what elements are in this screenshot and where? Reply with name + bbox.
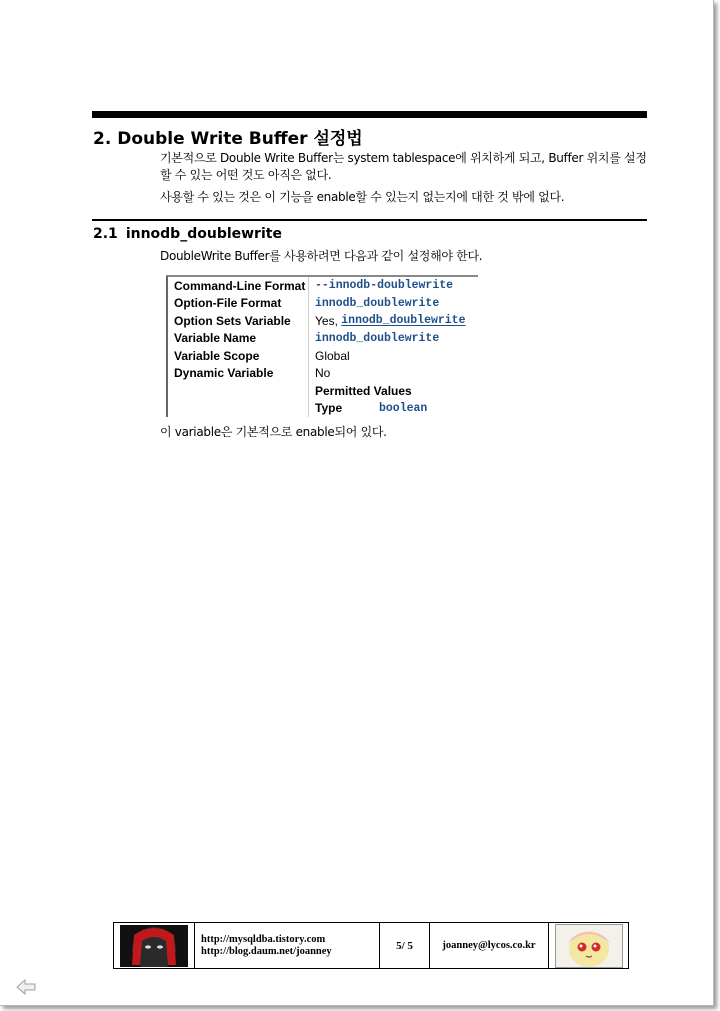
type-value: boolean — [379, 401, 428, 415]
row-value: Global — [315, 348, 350, 363]
row-key: Dynamic Variable — [174, 366, 274, 381]
character-dark-icon — [120, 925, 188, 967]
row-key: Variable Scope — [174, 348, 260, 363]
subsection-note: 이 variable은 기본적으로 enable되어 있다. — [160, 425, 387, 439]
table-row — [168, 347, 478, 365]
permitted-values-label: Permitted Values — [315, 383, 412, 398]
subsection-name: innodb_doublewrite — [125, 226, 282, 242]
footer-email[interactable]: joanney@lycos.co.kr — [430, 923, 549, 968]
avatar — [555, 924, 623, 968]
page-footer — [113, 922, 629, 969]
subsection-title — [93, 226, 282, 242]
section-paragraph-2: 사용할 수 있는 것은 이 기능을 enable할 수 있는지 없는지에 대한 것 밖에 없다. — [160, 190, 565, 204]
section-rule-thick — [92, 111, 647, 118]
subsection-rule — [92, 219, 647, 221]
table-row — [168, 400, 478, 418]
footer-logo-right — [549, 923, 628, 968]
row-key: Variable Name — [174, 331, 257, 346]
subsection-number: 2.1 — [93, 226, 118, 242]
footer-urls — [195, 923, 380, 968]
row-key: Option-File Format — [174, 296, 282, 311]
back-arrow-icon[interactable] — [16, 978, 36, 996]
subsection-intro: DoubleWrite Buffer를 사용하려면 다음과 같이 설정해야 한다. — [160, 249, 483, 263]
section-paragraph-1: 기본적으로 Double Write Buffer는 system tablespace에 위치하게 되고, Buffer 위치를 설정할 수 있는 어떤 것도 아직은 없다. — [160, 151, 647, 182]
row-value: innodb_doublewrite — [315, 296, 440, 310]
table-row — [168, 330, 478, 348]
page-number: 5/ 5 — [380, 923, 430, 968]
row-key: Option Sets Variable — [174, 313, 291, 328]
row-value: No — [315, 366, 331, 381]
table-row — [168, 312, 478, 330]
table-row — [168, 365, 478, 383]
variable-table — [166, 275, 478, 417]
footer-url-2[interactable]: http://blog.daum.net/joanney — [201, 945, 332, 957]
row-value-prefix: Yes, — [315, 313, 338, 328]
row-key: Command-Line Format — [174, 278, 306, 293]
type-label: Type — [315, 401, 343, 416]
row-value: --innodb-doublewrite — [315, 279, 454, 293]
table-row — [168, 382, 478, 400]
section-title: 2. Double Write Buffer 설정법 — [93, 129, 363, 149]
variable-link[interactable]: innodb_doublewrite — [341, 314, 466, 328]
footer-url-1[interactable]: http://mysqldba.tistory.com — [201, 933, 326, 945]
character-cute-icon — [556, 925, 622, 967]
table-row — [168, 295, 478, 313]
table-row — [168, 277, 478, 295]
footer-logo-left — [114, 923, 195, 968]
row-value: innodb_doublewrite — [315, 331, 440, 345]
